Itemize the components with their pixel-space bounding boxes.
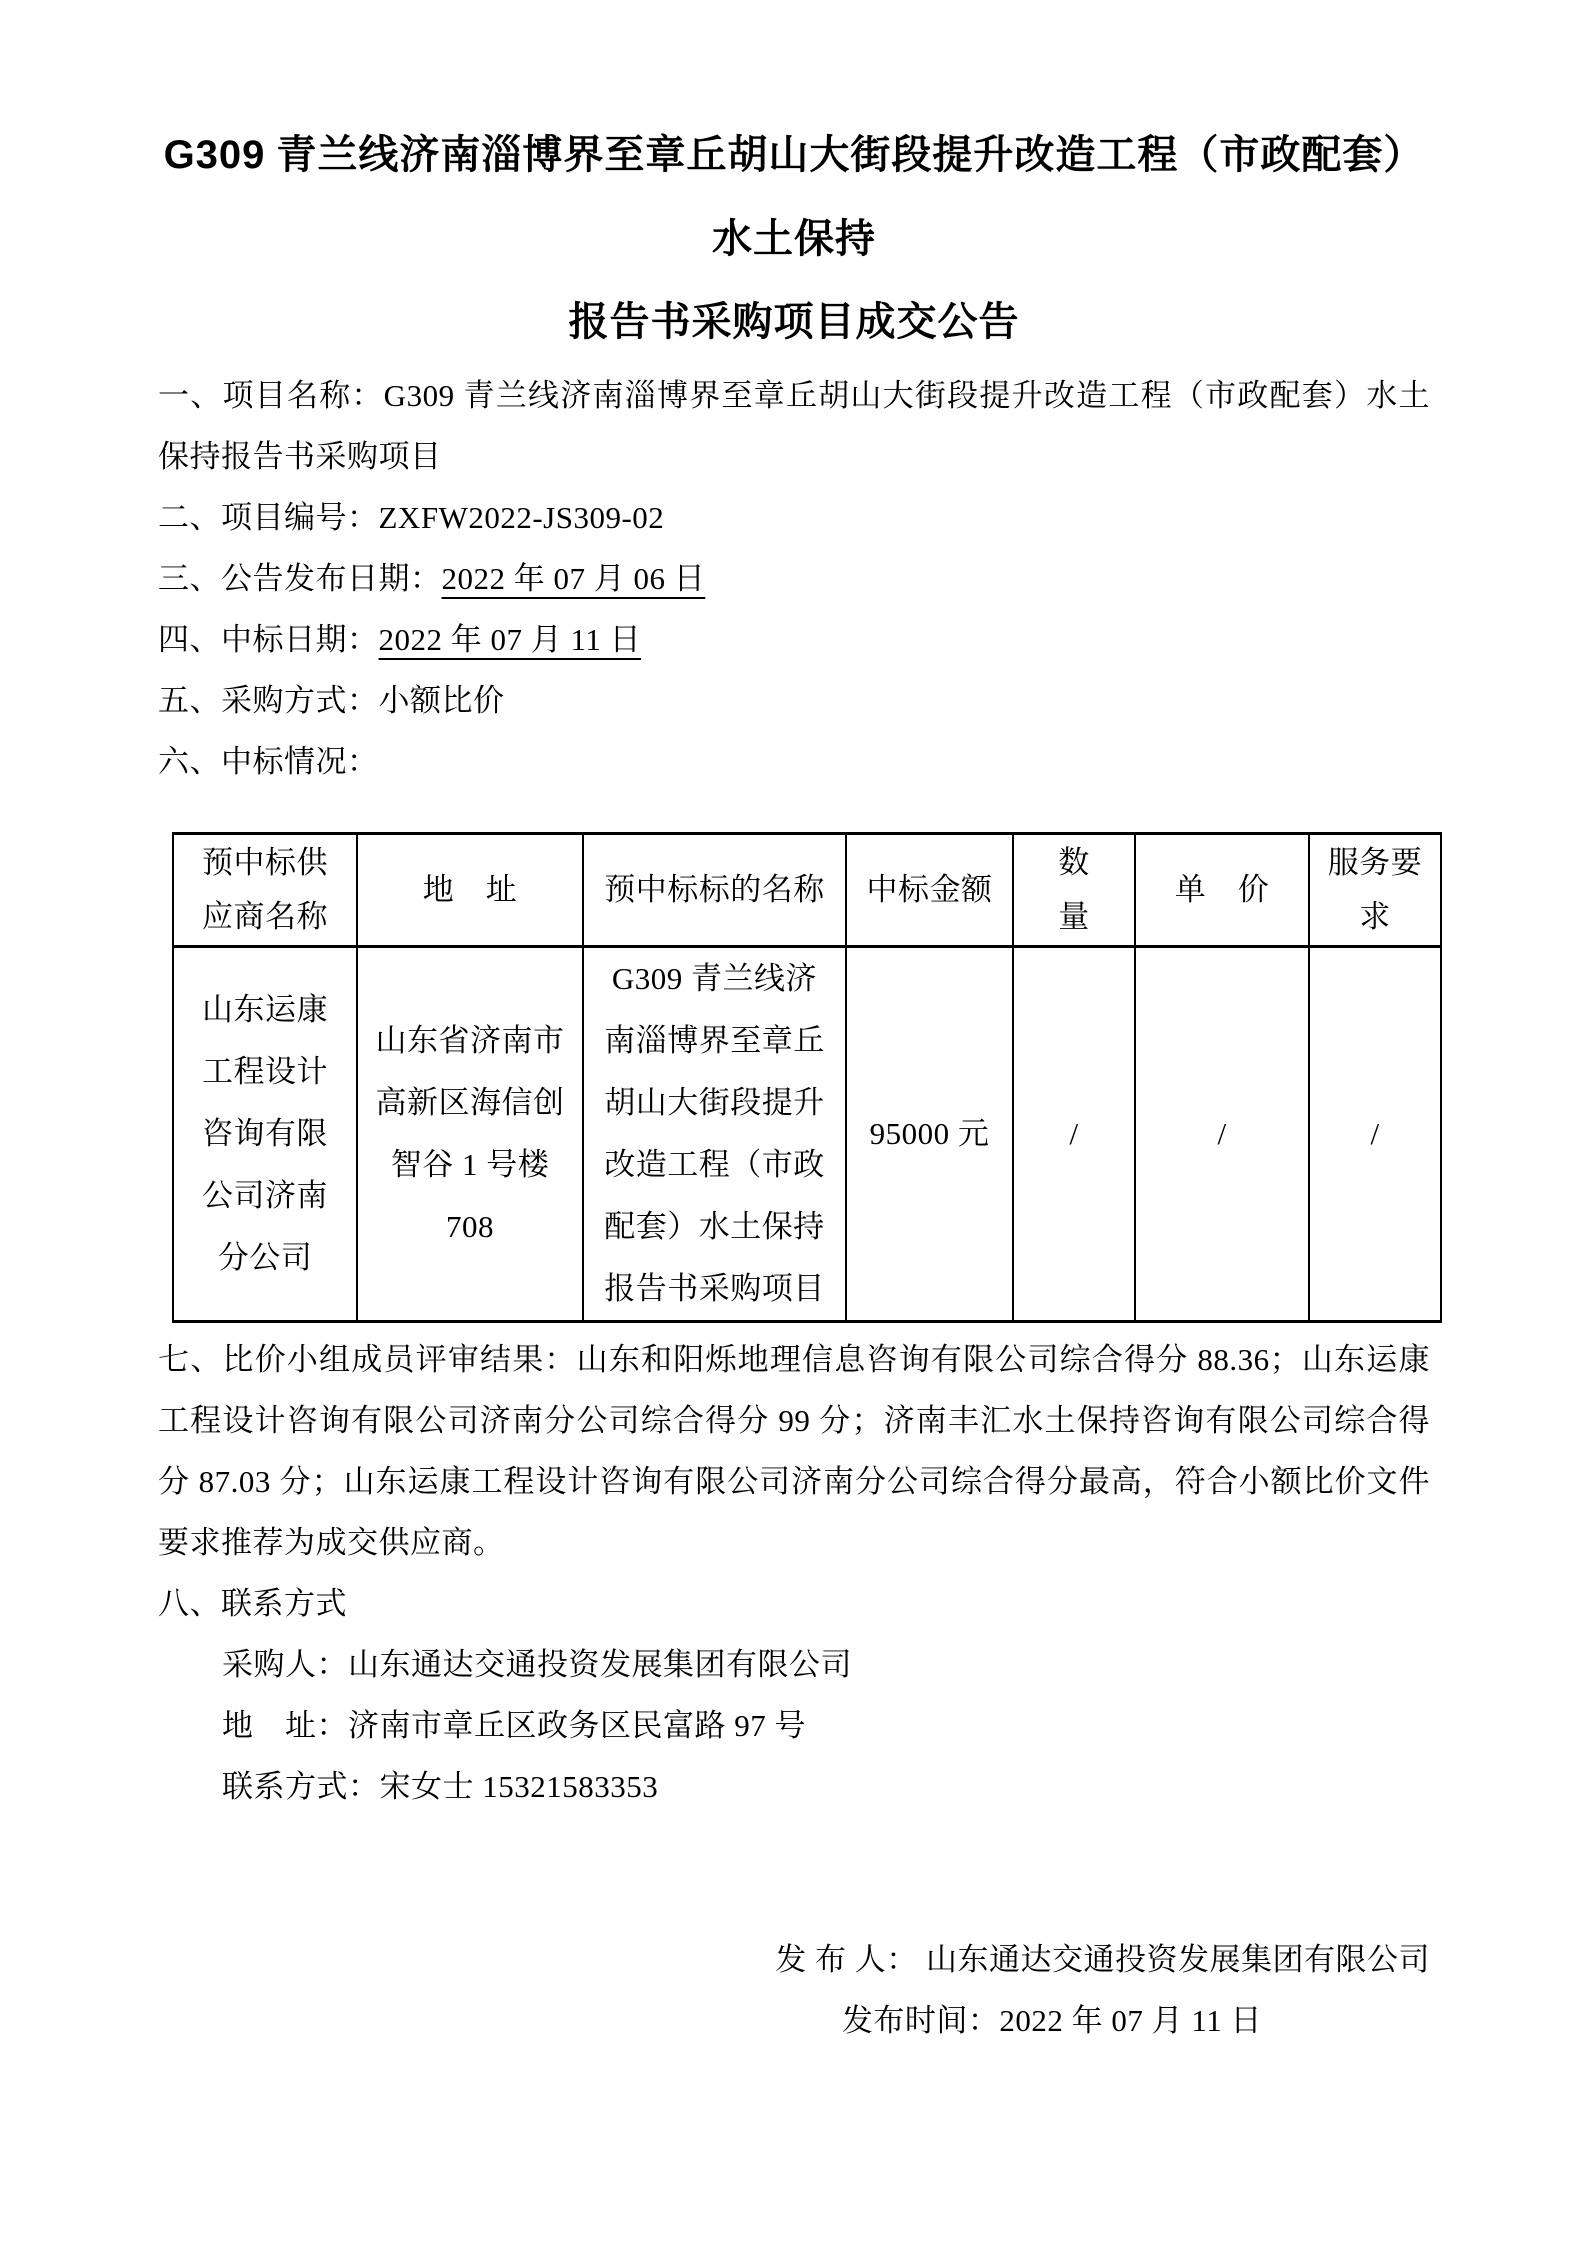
item-award-info-heading: 六、中标情况： [158,744,379,779]
item-purchase-method: 五、采购方式：小额比价 [158,683,505,718]
table-data-row [173,947,1441,1322]
header-address-line1: 地 址 [422,872,518,907]
header-unit-price [1135,834,1309,947]
header-amount-line1: 中标金额 [866,872,993,907]
announce-date-label: 三、公告发布日期： [158,561,442,596]
subject-line: 南淄博界至章丘 [604,1023,825,1058]
subject-line: 配套）水土保持 [604,1209,825,1244]
supplier-line: 工程设计 [202,1054,328,1089]
unit-price-cell: / [1135,947,1309,1322]
table-header-row [173,834,1441,947]
contact-heading: 八、联系方式 [158,1586,347,1621]
publish-date-line: 发布时间：2022 年 07 月 11 日 [841,2003,1262,2038]
address-line: 高新区海信创 [375,1085,565,1120]
supplier-line: 咨询有限 [202,1116,328,1151]
header-subject-name [583,834,846,947]
header-supplier-line1: 预中标供 [202,845,328,880]
item-project-name: 一、项目名称：G309 青兰线济南淄博界至章丘胡山大街段提升改造工程（市政配套）水土保持报告书采购项目 [158,378,1430,474]
publisher-line: 发 布 人： 山东通达交通投资发展集团有限公司 [775,1942,1430,1977]
project-number-label: 二、项目编号： [158,500,379,535]
title-line1-text: 青兰线济南淄博界至章丘胡山大街段提升改造工程（市政配套）水土保持 [265,132,1425,261]
header-service-requirement [1309,834,1441,947]
header-quantity-line2: 量 [1058,899,1090,934]
page-title [158,113,1430,363]
quantity-cell: / [1013,947,1135,1322]
item-award-date [158,609,1430,670]
item-project-number [158,487,1430,548]
header-quantity-line1: 数 [1058,845,1090,880]
publisher-block [158,1929,1430,2051]
header-award-amount [846,834,1013,947]
award-date-label: 四、中标日期： [158,622,379,657]
header-supplier-name [173,834,357,947]
review-result-paragraph: 七、比价小组成员评审结果：山东和阳烁地理信息咨询有限公司综合得分 88.36；山东运康工程设计咨询有限公司济南分公司综合得分 99 分；济南丰汇水土保持咨询有限公司综合得分 87.03 分；山东运康工程设计咨询有限公司济南分公司综合得分最高，符合小额比价文件要求推荐为成交供应商。 [158,1342,1430,1560]
address-line: 708 [446,1209,494,1244]
supplier-name-cell [173,947,357,1322]
subject-line: 胡山大街段提升 [604,1085,825,1120]
supplier-line: 分公司 [217,1240,313,1275]
header-subject-line1: 预中标标的名称 [604,872,825,907]
header-quantity [1013,834,1135,947]
contact-person: 联系方式：宋女士 15321583353 [222,1769,659,1804]
item-announce-date [158,548,1430,609]
address-line: 山东省济南市 [375,1023,565,1058]
supplier-line: 公司济南 [202,1178,328,1213]
subject-line: 改造工程（市政 [604,1147,825,1182]
subject-line: G309 青兰线济 [611,961,818,996]
service-requirement-cell: / [1309,947,1441,1322]
contact-purchaser: 采购人：山东通达交通投资发展集团有限公司 [222,1647,852,1682]
subject-name-cell [583,947,846,1322]
award-result-table [172,832,1442,1323]
supplier-line: 山东运康 [202,992,328,1027]
header-unit-price-line1: 单 价 [1174,872,1270,907]
award-date-value: 2022 年 07 月 11 日 [378,622,642,657]
award-amount-cell: 95000 元 [846,947,1013,1322]
contact-address: 地 址：济南市章丘区政务区民富路 97 号 [222,1708,806,1743]
project-number-value: ZXFW2022-JS309-02 [378,500,665,535]
announce-date-value: 2022 年 07 月 06 日 [441,561,706,596]
header-service-line1: 服务要 [1327,845,1423,880]
address-line: 智谷 1 号楼 [390,1147,550,1182]
title-project-code: G309 [163,133,266,177]
header-supplier-line2: 应商名称 [202,899,328,934]
header-address [357,834,583,947]
header-service-line2: 求 [1359,899,1391,934]
title-line2-text: 报告书采购项目成交公告 [568,299,1020,344]
supplier-address-cell [357,947,583,1322]
subject-line: 报告书采购项目 [604,1271,825,1306]
